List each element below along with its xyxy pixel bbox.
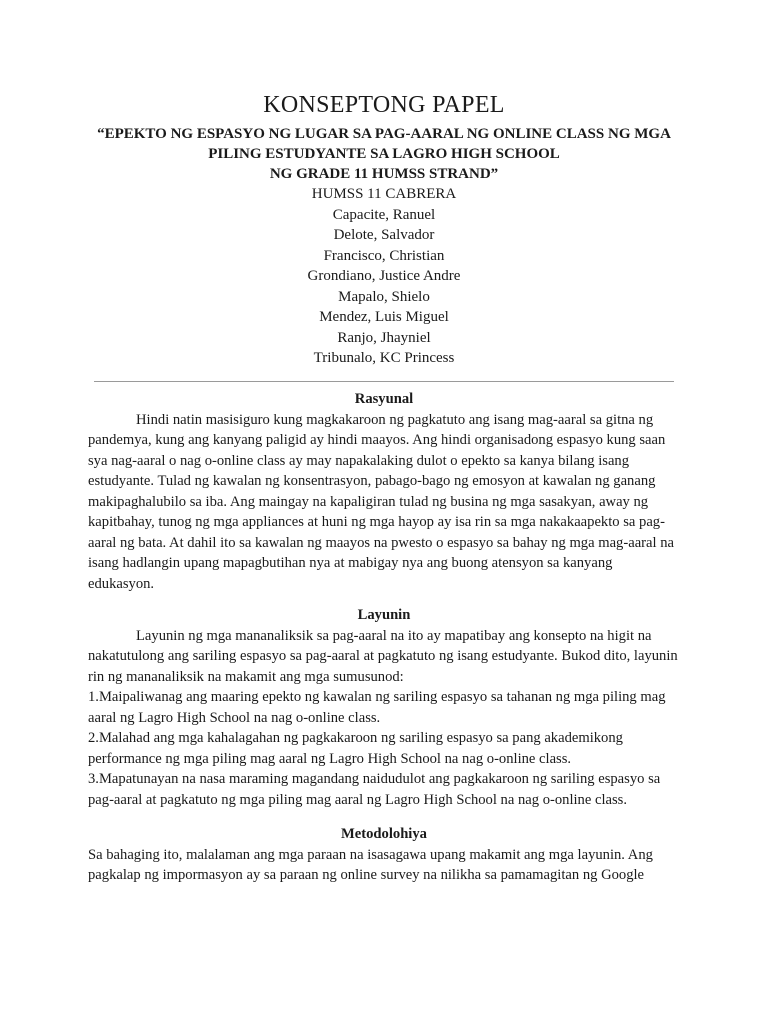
layunin-item: 3.Mapatunayan na nasa maraming magandang naidudulot ang pagkakaroon ng sariling espasyo sa pag-aaral at pagkatuto ng mga piling mag aaral ng Lagro High School na nag o-online class.: [88, 771, 661, 808]
author-name: Mapalo, Shielo: [338, 288, 430, 305]
author-name: Mendez, Luis Miguel: [319, 309, 449, 325]
document-title: KONSEPTONG PAPEL: [263, 92, 505, 118]
author-name: Grondiano, Justice Andre: [307, 268, 461, 284]
layunin-intro: Layunin ng mga mananaliksik sa pag-aaral na ito ay mapatibay ang konsepto na higit na nakatutulong ang sariling espasyo sa pag-aaral at pagkatuto ng isang estudyante. Bukod dito, layunin rin ng mananaliksik na makamit ang mga sumusunod:: [88, 627, 678, 685]
author-name: Francisco, Christian: [323, 247, 445, 264]
author-name: Ranjo, Jhayniel: [337, 329, 431, 346]
layunin-heading: Layunin: [357, 607, 411, 623]
layunin-item: 1.Maipaliwanag ang maaring epekto ng kawalan ng sariling espasyo sa tahanan ng mga piling mag aaral ng Lagro High School na nag o-online class.: [88, 689, 666, 726]
metodolohiya-section: [88, 824, 680, 886]
author-name: Tribunalo, KC Princess: [313, 350, 455, 366]
author-list: [0, 205, 768, 369]
layunin-section: [88, 605, 680, 810]
subtitle-line: PILING ESTUDYANTE SA LAGRO HIGH SCHOOL: [208, 146, 560, 162]
rasyunal-heading: Rasyunal: [354, 391, 414, 407]
metodolohiya-heading: Metodolohiya: [341, 826, 427, 842]
document-body: [88, 389, 680, 886]
document-header: [0, 92, 768, 369]
author-name: Capacite, Ranuel: [332, 206, 436, 223]
rasyunal-section: [88, 389, 680, 594]
document-subtitle: [0, 124, 768, 184]
section-label: HUMSS 11 CABRERA: [311, 186, 457, 202]
metodolohiya-paragraph: Sa bahaging ito, malalaman ang mga paraan na isasagawa upang makamit ang mga layunin. Ang pagkalap ng impormasyon ay sa paraan ng online survey na nilikha sa pamamagitan ng Google: [88, 846, 653, 883]
horizontal-divider: [94, 381, 674, 382]
subtitle-line: “EPEKTO NG ESPASYO NG LUGAR SA PAG-AARAL NG ONLINE CLASS NG MGA: [97, 126, 671, 142]
layunin-item: 2.Malahad ang mga kahalagahan ng pagkakaroon ng sariling espasyo sa pang akademikong performance ng mga piling mag aaral ng Lagro High School na nag o-online class.: [88, 730, 623, 767]
rasyunal-paragraph: Hindi natin masisiguro kung magkakaroon ng pagkatuto ang isang mag-aaral sa gitna ng pandemya, kung ang kanyang paligid ay hindi maayos. Ang hindi organisadong espasyo kung saan sya nag-aaral o nag o-online class ay may napakalaking dulot o epekto sa kanya bilang isang estudyante. Tulad ng kawalan ng konsentrasyon, pabago-bago ng emosyon at kawalan ng ganang makipaghalubilo sa iba. Ang maingay na kapaligiran tulad ng businа ng mga sasakyan, away ng kapitbahay, tunog ng mga appliances at huni ng mga hayop ay isa rin sa mga nakakaapekto sa pag-aaral ng bata. At dahil ito sa kawalan ng maayos na pwesto o espasyo sa bahay ng mga mag-aaral na isang hadlangin upang mapagbutihan nya at mabigay nya ang buong atensyon sa kanyang edukasyon.: [88, 411, 674, 592]
author-name: Delote, Salvador: [333, 227, 435, 243]
subtitle-line: NG GRADE 11 HUMSS STRAND”: [269, 166, 499, 182]
